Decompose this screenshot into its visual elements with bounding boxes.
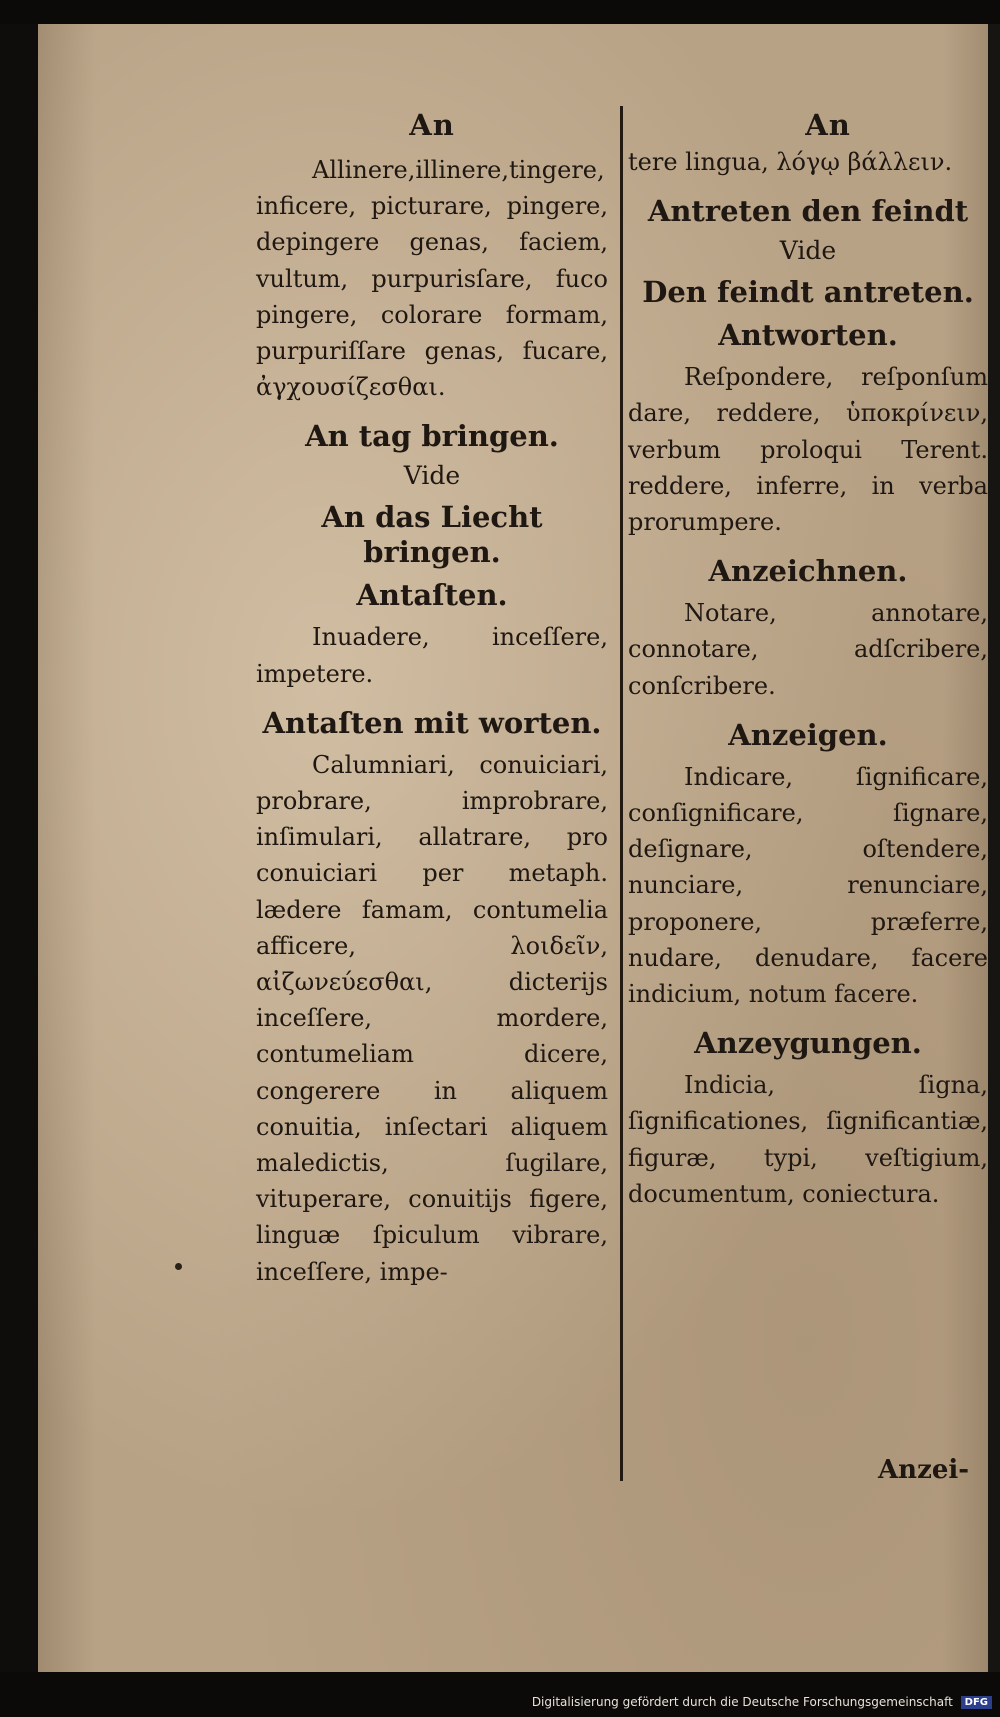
left-continuation-text: Allinere,illinere,tingere, inficere, picturare, pingere, depingere genas, faciem, vultum, purpurisſare, fuco pingere, colorare formam, purpuriſſare genas, fucare, ἀγχουσίζεσθαι. — [256, 156, 608, 402]
entry-definition: Calumniari, conuiciari, probrare, improbrare, inſimulari, allatrare, pro conuiciari per metaph. lædere famam, contumelia afficere, λοιδεῖν, αἰζωνεύεσθαι, dicterijs inceſſere, mordere, contumeliam dicere, congerere in aliquem conuitia, inſectari aliquem maledictis, ſugilare, vituperare, conuitijs figere, linguæ ſpiculum vibrare, inceſſere, impe- — [256, 750, 608, 1286]
entry-headword: Antaſten. — [356, 578, 508, 613]
entry-definition: Indicare, ſignificare, conſignificare, ſignare, deſignare, oſtendere, nunciare, renunciare, proponere, præferre, nudare, denudare, facere indicium, notum facere. — [628, 762, 988, 1009]
dictionary-entry — [256, 578, 608, 691]
dfg-logo: DFG — [961, 1696, 992, 1709]
entry-headword: An tag bringen. — [305, 419, 559, 454]
running-head-right: An — [805, 108, 851, 142]
entry-definition: Indicia, ſigna, ſignificationes, ſignificantiæ, figuræ, typi, veſtigium, documentum, coniectura. — [628, 1071, 988, 1208]
catchword: Anzei- — [878, 1455, 970, 1485]
dictionary-entry — [256, 706, 608, 1290]
cross-reference: An das Liecht bringen. — [321, 500, 543, 570]
digitization-credit — [532, 1695, 992, 1709]
vide-label: Vide — [779, 236, 837, 266]
dictionary-entry — [628, 718, 988, 1012]
column-divider — [620, 106, 623, 1481]
cross-reference: Den feindt antreten. — [642, 275, 974, 310]
entry-headword: Antreten den feindt — [647, 194, 969, 229]
entry-headword: Anzeigen. — [728, 717, 888, 752]
entry-definition: Notare, annotare, connotare, adſcribere, conſcribere. — [628, 599, 988, 700]
entry-headword: Anzeygungen. — [694, 1026, 922, 1061]
dictionary-entry — [628, 554, 988, 704]
entry-headword: Antaſten mit worten. — [262, 705, 602, 740]
right-column — [628, 108, 988, 1226]
dictionary-entry — [628, 318, 988, 540]
credit-text: Digitalisierung gefördert durch die Deutsche Forschungsgemeinschaft — [531, 1695, 953, 1709]
vide-label: Vide — [403, 461, 461, 491]
dictionary-entry — [628, 1026, 988, 1212]
page-spine-shadow — [988, 24, 1000, 1672]
left-column — [256, 108, 608, 1304]
scan-top-band — [0, 0, 1000, 24]
running-head-left: An — [409, 108, 455, 142]
ink-spot — [175, 1263, 182, 1270]
entry-headword: Antworten. — [718, 318, 898, 353]
entry-headword: Anzeichnen. — [708, 554, 908, 589]
dictionary-entry — [256, 419, 608, 570]
entry-definition: Inuadere, inceſſere, impetere. — [256, 623, 608, 688]
entry-definition: Reſpondere, reſponſum dare, reddere, ὑποκρίνειν, verbum proloqui Terent. reddere, inferre, in verba prorumpere. — [628, 363, 988, 537]
dictionary-entry — [628, 194, 988, 310]
right-continuation-text: tere lingua, λόγῳ βάλλειν. — [628, 148, 953, 176]
